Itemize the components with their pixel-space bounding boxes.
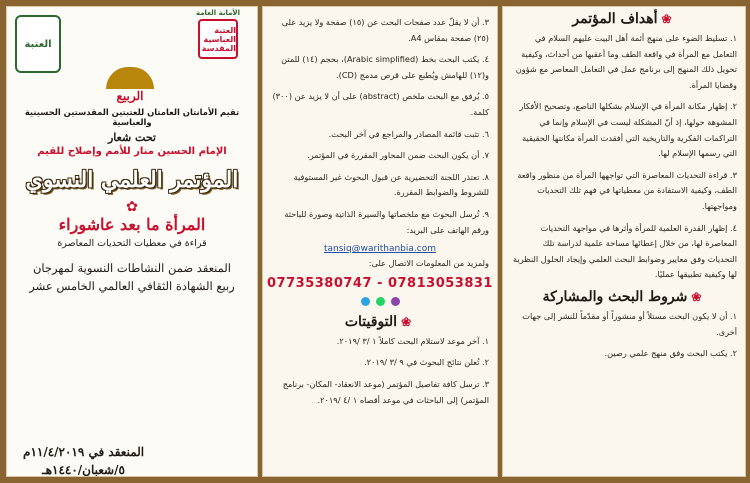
slogan: الإمام الحسين منار للأمم وإصلاح للقيم bbox=[37, 146, 227, 157]
rule-item: ٤. يكتب البحث بخط (Arabic simplified)، بحجم (١٤) للمتن و(١٢) للهامش ويُطبع على قرص مدمج (CD). bbox=[281, 54, 489, 80]
theme-subtitle: قراءة في معطيات التحديات المعاصرة bbox=[57, 238, 207, 249]
phone-numbers[interactable]: 07735380747 - 07813053831 bbox=[267, 275, 493, 291]
social-icons bbox=[263, 297, 497, 306]
goals-panel bbox=[502, 6, 746, 477]
telegram-icon bbox=[361, 297, 370, 306]
rule-item: ٩. تُرسل البحوث مع ملخصاتها والسيرة الذاتية وصورة للباحثة ورقم الهاتف على البريد: bbox=[284, 208, 489, 235]
rules-list bbox=[263, 7, 497, 238]
flower-icon: ❀ bbox=[401, 314, 412, 329]
rule-item: ٧. أن يكون البحث ضمن المحاور المقررة في المؤتمر. bbox=[307, 150, 489, 161]
conference-theme: المرأة ما بعد عاشوراء bbox=[58, 215, 206, 234]
conditions-title: ❀شروط البحث والمشاركة bbox=[503, 289, 745, 305]
dome-icon bbox=[106, 67, 154, 89]
condition-item: ١. أن لا يكون البحث مستلاً أو منشوراً أو مقدّماً للنشر إلى جهات أخرى. bbox=[522, 310, 737, 337]
timeline-item: ٢. تُعلن نتائج البحوث في ٩ /٣ /٢٠١٩. bbox=[364, 357, 489, 368]
festival-logo: الربيع bbox=[99, 67, 161, 103]
festival-info: المنعقد ضمن النشاطات النسوية لمهرجان ربيع الشهادة الثقافي العالمي الخامس عشر bbox=[29, 261, 235, 293]
logo-row bbox=[7, 7, 257, 103]
viber-icon bbox=[391, 297, 400, 306]
conference-date: المنعقد في ١١/٤/٢٠١٩م ٥/شعبان/١٤٤٠هـ bbox=[23, 445, 145, 477]
goal-item: ٣. قراءة التحديات المعاصرة التي تواجهها المرأة من منظور واقعة الطف، وكيفية الاستفادة من معطياتها في فهم تلك التحديات ومواجهتها. bbox=[517, 169, 737, 211]
condition-item: ٢. يكتب البحث وفق منهج علمي رصين. bbox=[604, 348, 737, 359]
goal-item: ٢. إظهار مكانة المرأة في الإسلام بشكلها الناصع، وتصحيح الأفكار المشوهة حولها، إذ أنّ المشكلة ليست في الإسلام وإنما في التراكمات الفكرية والتاريخية التي أفقدت المرأة مكانتها الحقيقية التي رسمها الإسلام لها. bbox=[519, 101, 737, 159]
goals-list bbox=[503, 31, 745, 283]
whatsapp-icon bbox=[376, 297, 385, 306]
contact-label: ولمزيد من المعلومات الاتصال على: bbox=[368, 258, 489, 269]
slogan-label: تحت شعار bbox=[108, 131, 156, 144]
rule-item: ٨. تعتذر اللجنة التحضيرية عن قبول البحوث غير المستوفية للشروط والضوابط المقررة. bbox=[293, 171, 489, 198]
rules-panel bbox=[262, 6, 498, 477]
shrine-logo: العتبة bbox=[15, 15, 61, 73]
goals-title: ❀أهداف المؤتمر bbox=[503, 11, 745, 27]
timeline-item: ١. آخر موعد لاستلام البحث كاملاً ١ /٣ /٢٠١٩. bbox=[336, 335, 489, 346]
timeline-list bbox=[263, 334, 497, 408]
email-link[interactable]: tansiq@warithanbia.com bbox=[324, 244, 436, 255]
timeline-item: ٣. ترسل كافة تفاصيل المؤتمر (موعد الانعقاد- المكان- برنامج المؤتمر) إلى الباحثات في موعد أقصاه ١ /٤ /٢٠١٩. bbox=[282, 378, 489, 405]
rule-item: ٥. يُرفق مع البحث ملخص (abstract) على أن لا يزيد عن (٣٠٠) كلمة. bbox=[272, 91, 489, 117]
goal-item: ١. تسليط الضوء على منهج أئمة أهل البيت عليهم السلام في التعامل مع المرأة في واقعة الطف وما أعقبها من أحداث، وكيفية تحويل ذلك المنهج إلى برنامج عمل في التعامل المعاصر مع شؤون وقضايا المرأة. bbox=[515, 33, 737, 90]
goal-item: ٤. إظهار القدرة العلمية للمرأة وأثرها في مواجهة التحديات المعاصرة لها، من خلال إعطائها مساحة علمية لدراسة تلك التحديات وفق معايير وضوابط البحث العلمي وإيجاد الحلول النظرية لها وكيفية تطبيقها عمليًا. bbox=[513, 222, 737, 280]
flower-icon: ✿ bbox=[126, 199, 138, 215]
conditions-list bbox=[503, 309, 745, 362]
conference-title: المؤتمر العلمي النسوي bbox=[25, 167, 239, 193]
abbas-shrine-logo: الأمانة العامة العتبة العباسية المقدسة bbox=[183, 9, 253, 73]
flower-icon: ❀ bbox=[691, 289, 702, 304]
flower-icon: ❀ bbox=[661, 12, 672, 26]
timeline-title: ❀التوقيتات bbox=[263, 314, 497, 330]
rule-item: ٦. تثبت قائمة المصادر والمراجع في آخر البحث. bbox=[328, 128, 489, 139]
poster-panel bbox=[6, 6, 258, 477]
rule-item: ٣. أن لا يقلّ عدد صفحات البحث عن (١٥) صفحة ولا يزيد على (٢٥) صفحة بمقاس A4. bbox=[281, 17, 489, 43]
organizers: تقيم الأمانتان العامتان للعتبتين المقدستين الحسينية والعباسية bbox=[24, 107, 240, 127]
